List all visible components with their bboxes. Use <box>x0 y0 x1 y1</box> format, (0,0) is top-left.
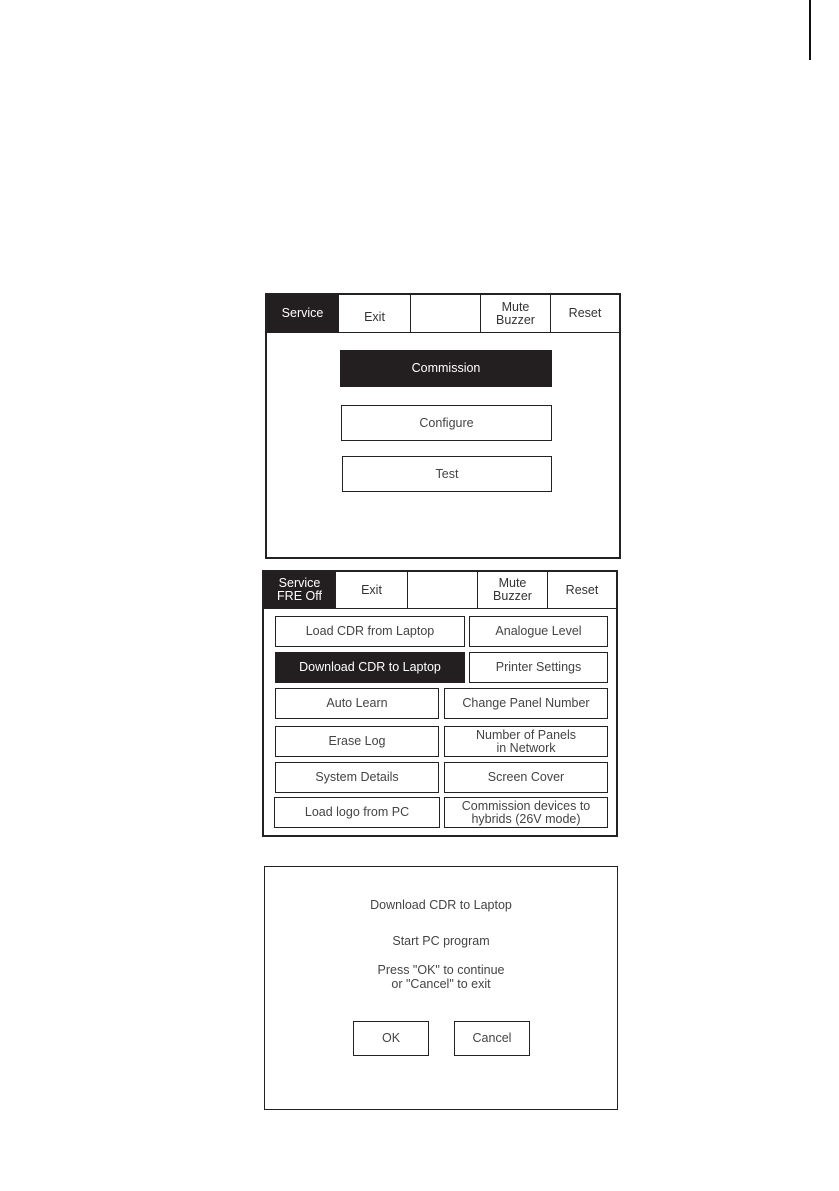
load-logo-from-pc-button[interactable]: Load logo from PC <box>274 797 440 828</box>
change-panel-number-button[interactable]: Change Panel Number <box>444 688 608 719</box>
service-menu-panel <box>265 293 621 559</box>
press-ok-text: Press "OK" to continue <box>377 963 505 977</box>
configure-button[interactable]: Configure <box>341 405 552 441</box>
exit-button[interactable]: Exit <box>336 572 408 608</box>
press-cancel-text: or "Cancel" to exit <box>391 977 491 991</box>
page-margin-line <box>809 0 811 60</box>
top-bar <box>267 295 619 333</box>
reset-button[interactable]: Reset <box>551 295 619 332</box>
test-button[interactable]: Test <box>342 456 552 492</box>
dialog-title: Download CDR to Laptop <box>370 898 512 912</box>
service-tab[interactable]: Service <box>267 295 339 332</box>
load-cdr-from-laptop-button[interactable]: Load CDR from Laptop <box>275 616 465 647</box>
cancel-button[interactable]: Cancel <box>454 1021 530 1056</box>
ok-button[interactable]: OK <box>353 1021 429 1056</box>
screen-cover-button[interactable]: Screen Cover <box>444 762 608 793</box>
start-pc-program-text: Start PC program <box>392 934 490 948</box>
exit-button[interactable]: Exit <box>339 295 411 332</box>
analogue-level-button[interactable]: Analogue Level <box>469 616 608 647</box>
auto-learn-button[interactable]: Auto Learn <box>275 688 439 719</box>
mute-buzzer-button[interactable]: Mute Buzzer <box>481 295 551 332</box>
number-of-panels-button[interactable]: Number of Panels in Network <box>444 726 608 757</box>
commission-devices-hybrids-button[interactable]: Commission devices to hybrids (26V mode) <box>444 797 608 828</box>
mute-buzzer-button[interactable]: Mute Buzzer <box>478 572 548 608</box>
erase-log-button[interactable]: Erase Log <box>275 726 439 757</box>
commission-button[interactable]: Commission <box>340 350 552 387</box>
reset-button[interactable]: Reset <box>548 572 616 608</box>
printer-settings-button[interactable]: Printer Settings <box>469 652 608 683</box>
top-bar <box>264 572 616 609</box>
blank-button[interactable] <box>408 572 478 608</box>
blank-button[interactable] <box>411 295 481 332</box>
system-details-button[interactable]: System Details <box>275 762 439 793</box>
download-cdr-dialog <box>264 866 618 1110</box>
download-cdr-to-laptop-button[interactable]: Download CDR to Laptop <box>275 652 465 683</box>
commission-menu-panel <box>262 570 618 837</box>
service-fre-off-tab[interactable]: Service FRE Off <box>264 572 336 608</box>
